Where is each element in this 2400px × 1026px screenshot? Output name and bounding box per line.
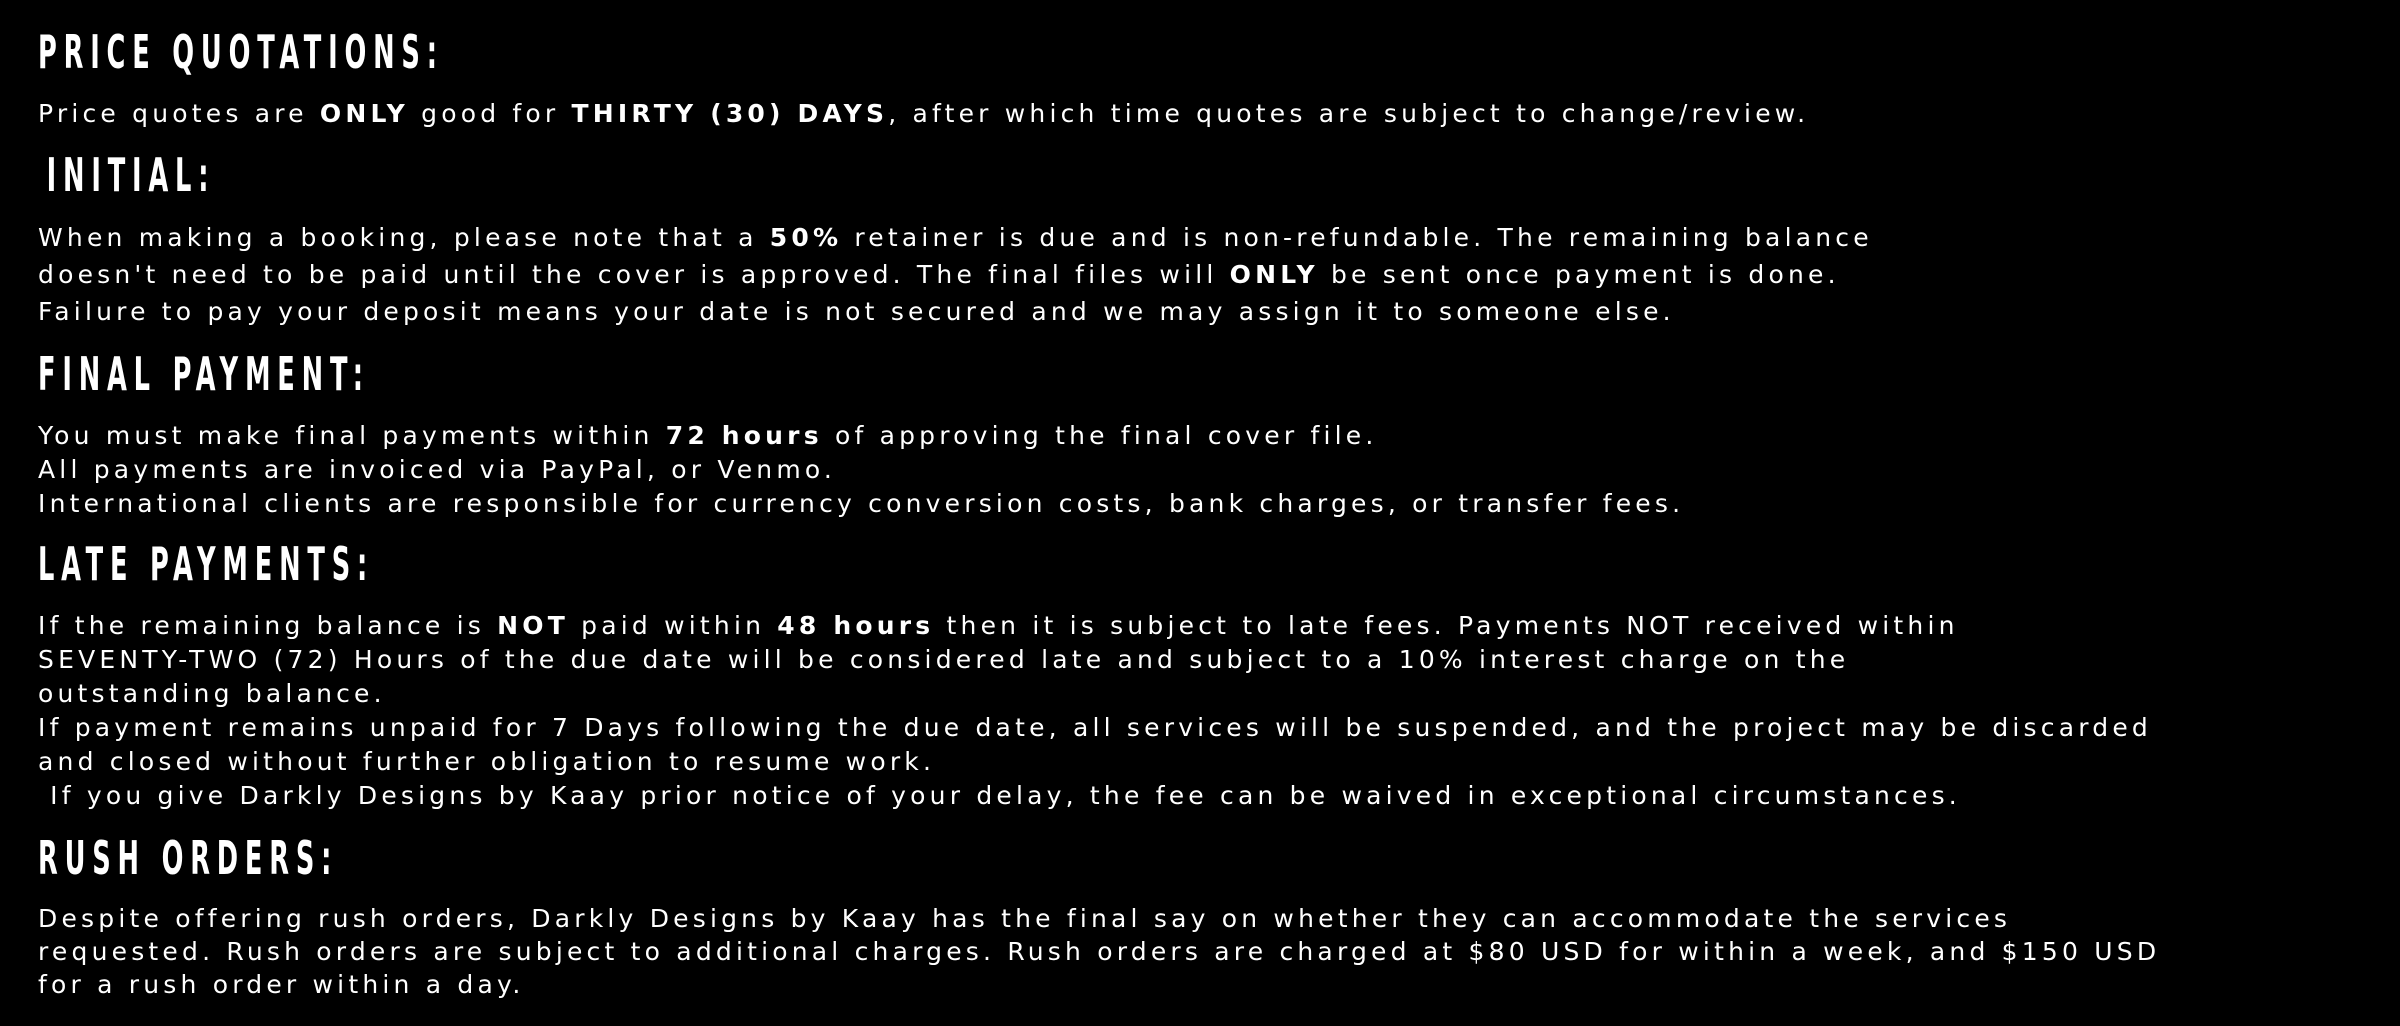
text-line: If payment remains unpaid for 7 Days following the due date, all services will be suspended, and the project may be discarded: [38, 713, 2153, 742]
text-line: If the remaining balance is NOT paid within 48 hours then it is subject to late fees. Payments NOT received within: [38, 611, 1959, 640]
text-line: Price quotes are ONLY good for THIRTY (30) DAYS, after which time quotes are subject to change/review.: [38, 99, 1810, 128]
heading-late-payments: LATE PAYMENTS:: [38, 537, 375, 591]
paragraph-initial: [38, 219, 2358, 330]
paragraph-rush-orders: [38, 902, 2358, 1001]
text-line: outstanding balance.: [38, 679, 386, 708]
text-line: for a rush order within a day.: [38, 970, 525, 999]
heading-final-payment: FINAL PAYMENT:: [38, 347, 370, 401]
text-line: requested. Rush orders are subject to additional charges. Rush orders are charged at $80 USD for within a week, and $150 USD: [38, 937, 2161, 966]
heading-price-quotations: PRICE QUOTATIONS:: [38, 25, 444, 79]
text-line: International clients are responsible for currency conversion costs, bank charges, or transfer fees.: [38, 489, 1685, 518]
text-line: If you give Darkly Designs by Kaay prior notice of your delay, the fee can be waived in exceptional circumstances.: [38, 781, 1961, 810]
text-line: You must make final payments within 72 hours of approving the final cover file.: [38, 421, 1378, 450]
paragraph-price-quotations: [38, 95, 2358, 132]
text-line: All payments are invoiced via PayPal, or Venmo.: [38, 455, 837, 484]
paragraph-late-payments: [38, 609, 2358, 813]
paragraph-final-payment: [38, 419, 2358, 521]
text-line: and closed without further obligation to resume work.: [38, 747, 936, 776]
text-line: Despite offering rush orders, Darkly Designs by Kaay has the final say on whether they can accommodate the services: [38, 904, 2012, 933]
text-line: doesn't need to be paid until the cover is approved. The final files will ONLY be sent once payment is done.: [38, 260, 1840, 289]
text-line: When making a booking, please note that a 50% retainer is due and is non-refundable. The remaining balance: [38, 223, 1873, 252]
text-line: SEVENTY-TWO (72) Hours of the due date will be considered late and subject to a 10% interest charge on the: [38, 645, 1850, 674]
text-line: Failure to pay your deposit means your date is not secured and we may assign it to someone else.: [38, 297, 1675, 326]
heading-initial: INITIAL:: [46, 148, 216, 202]
heading-rush-orders: RUSH ORDERS:: [38, 831, 339, 885]
